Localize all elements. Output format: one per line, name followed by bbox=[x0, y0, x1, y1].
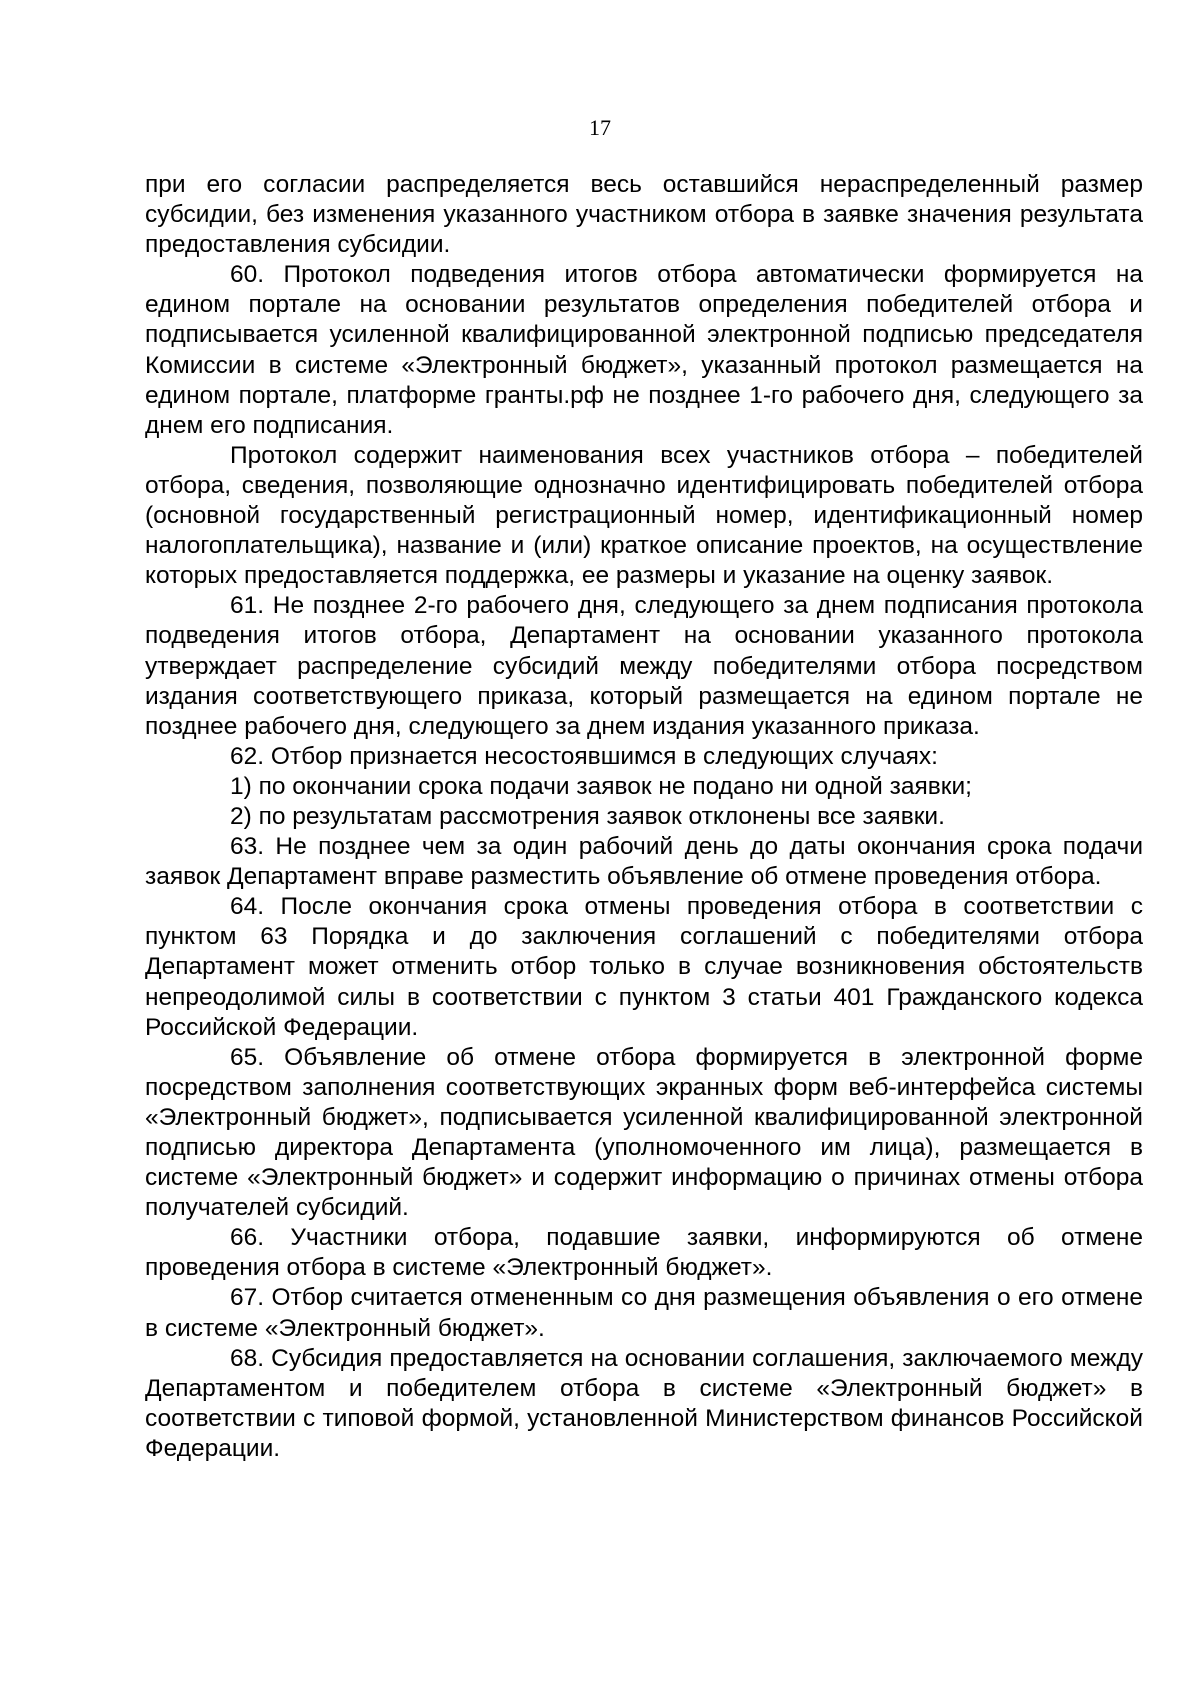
paragraph-61: 61. Не позднее 2-го рабочего дня, следующего за днем подписания протокола подведения итогов отбора, Департамент на основании указанного протокола утверждает распределение субсидий между победителями отбора посредством издания соответствующего приказа, который размещается на едином портале не позднее рабочего дня, следующего за днем издания указанного приказа. bbox=[145, 592, 1143, 740]
paragraph-68: 68. Субсидия предоставляется на основании соглашения, заключаемого между Департаментом и победителем отбора в системе «Электронный бюджет» в соответствии с типовой формой, установленной Министерством финансов Российской Федерации. bbox=[145, 1344, 1143, 1462]
paragraph-continuation: при его согласии распределяется весь оставшийся нераспределенный размер субсидии, без изменения указанного участником отбора в заявке значения результата предоставления субсидии. bbox=[145, 171, 1143, 259]
document-body bbox=[145, 170, 1143, 1464]
paragraph-62: 62. Отбор признается несостоявшимся в следующих случаях: bbox=[230, 742, 938, 770]
page-number: 17 bbox=[589, 115, 611, 140]
paragraph-63: 63. Не позднее чем за один рабочий день до даты окончания срока подачи заявок Департамент вправе разместить объявление об отмене проведения отбора. bbox=[145, 833, 1143, 891]
paragraph-62-item-2: 2) по результатам рассмотрения заявок отклонены все заявки. bbox=[230, 802, 945, 830]
paragraph-64: 64. После окончания срока отмены проведения отбора в соответствии с пунктом 63 Порядка и до заключения соглашений с победителями отбора Департамент может отменить отбор только в случае возникновения обстоятельств непреодолимой силы в соответствии с пунктом 3 статьи 401 Гражданского кодекса Российской Федерации. bbox=[145, 893, 1143, 1041]
paragraph-65: 65. Объявление об отмене отбора формируется в электронной форме посредством заполнения соответствующих экранных форм веб-интерфейса системы «Электронный бюджет», подписывается усиленной квалифицированной электронной подписью директора Департамента (уполномоченного им лица), размещается в системе «Электронный бюджет» и содержит информацию о причинах отмены отбора получателей субсидий. bbox=[145, 1043, 1143, 1222]
paragraph-67: 67. Отбор считается отмененным со дня размещения объявления о его отмене в системе «Электронный бюджет». bbox=[145, 1284, 1143, 1342]
paragraph-66: 66. Участники отбора, подавшие заявки, информируются об отмене проведения отбора в системе «Электронный бюджет». bbox=[145, 1224, 1143, 1282]
paragraph-60: 60. Протокол подведения итогов отбора автоматически формируется на едином портале на основании результатов определения победителей отбора и подписывается усиленной квалифицированной электронной подписью председателя Комиссии в системе «Электронный бюджет», указанный протокол размещается на едином портале, платформе гранты.рф не позднее 1-го рабочего дня, следующего за днем его подписания. bbox=[145, 261, 1143, 439]
paragraph-62-item-1: 1) по окончании срока подачи заявок не подано ни одной заявки; bbox=[230, 772, 972, 800]
paragraph-protocol-content: Протокол содержит наименования всех участников отбора – победителей отбора, сведения, позволяющие однозначно идентифицировать победителей отбора (основной государственный регистрационный номер, идентификационный номер налогоплательщика), название и (или) краткое описание проектов, на осуществление которых предоставляется поддержка, ее размеры и указание на оценку заявок. bbox=[145, 441, 1143, 590]
